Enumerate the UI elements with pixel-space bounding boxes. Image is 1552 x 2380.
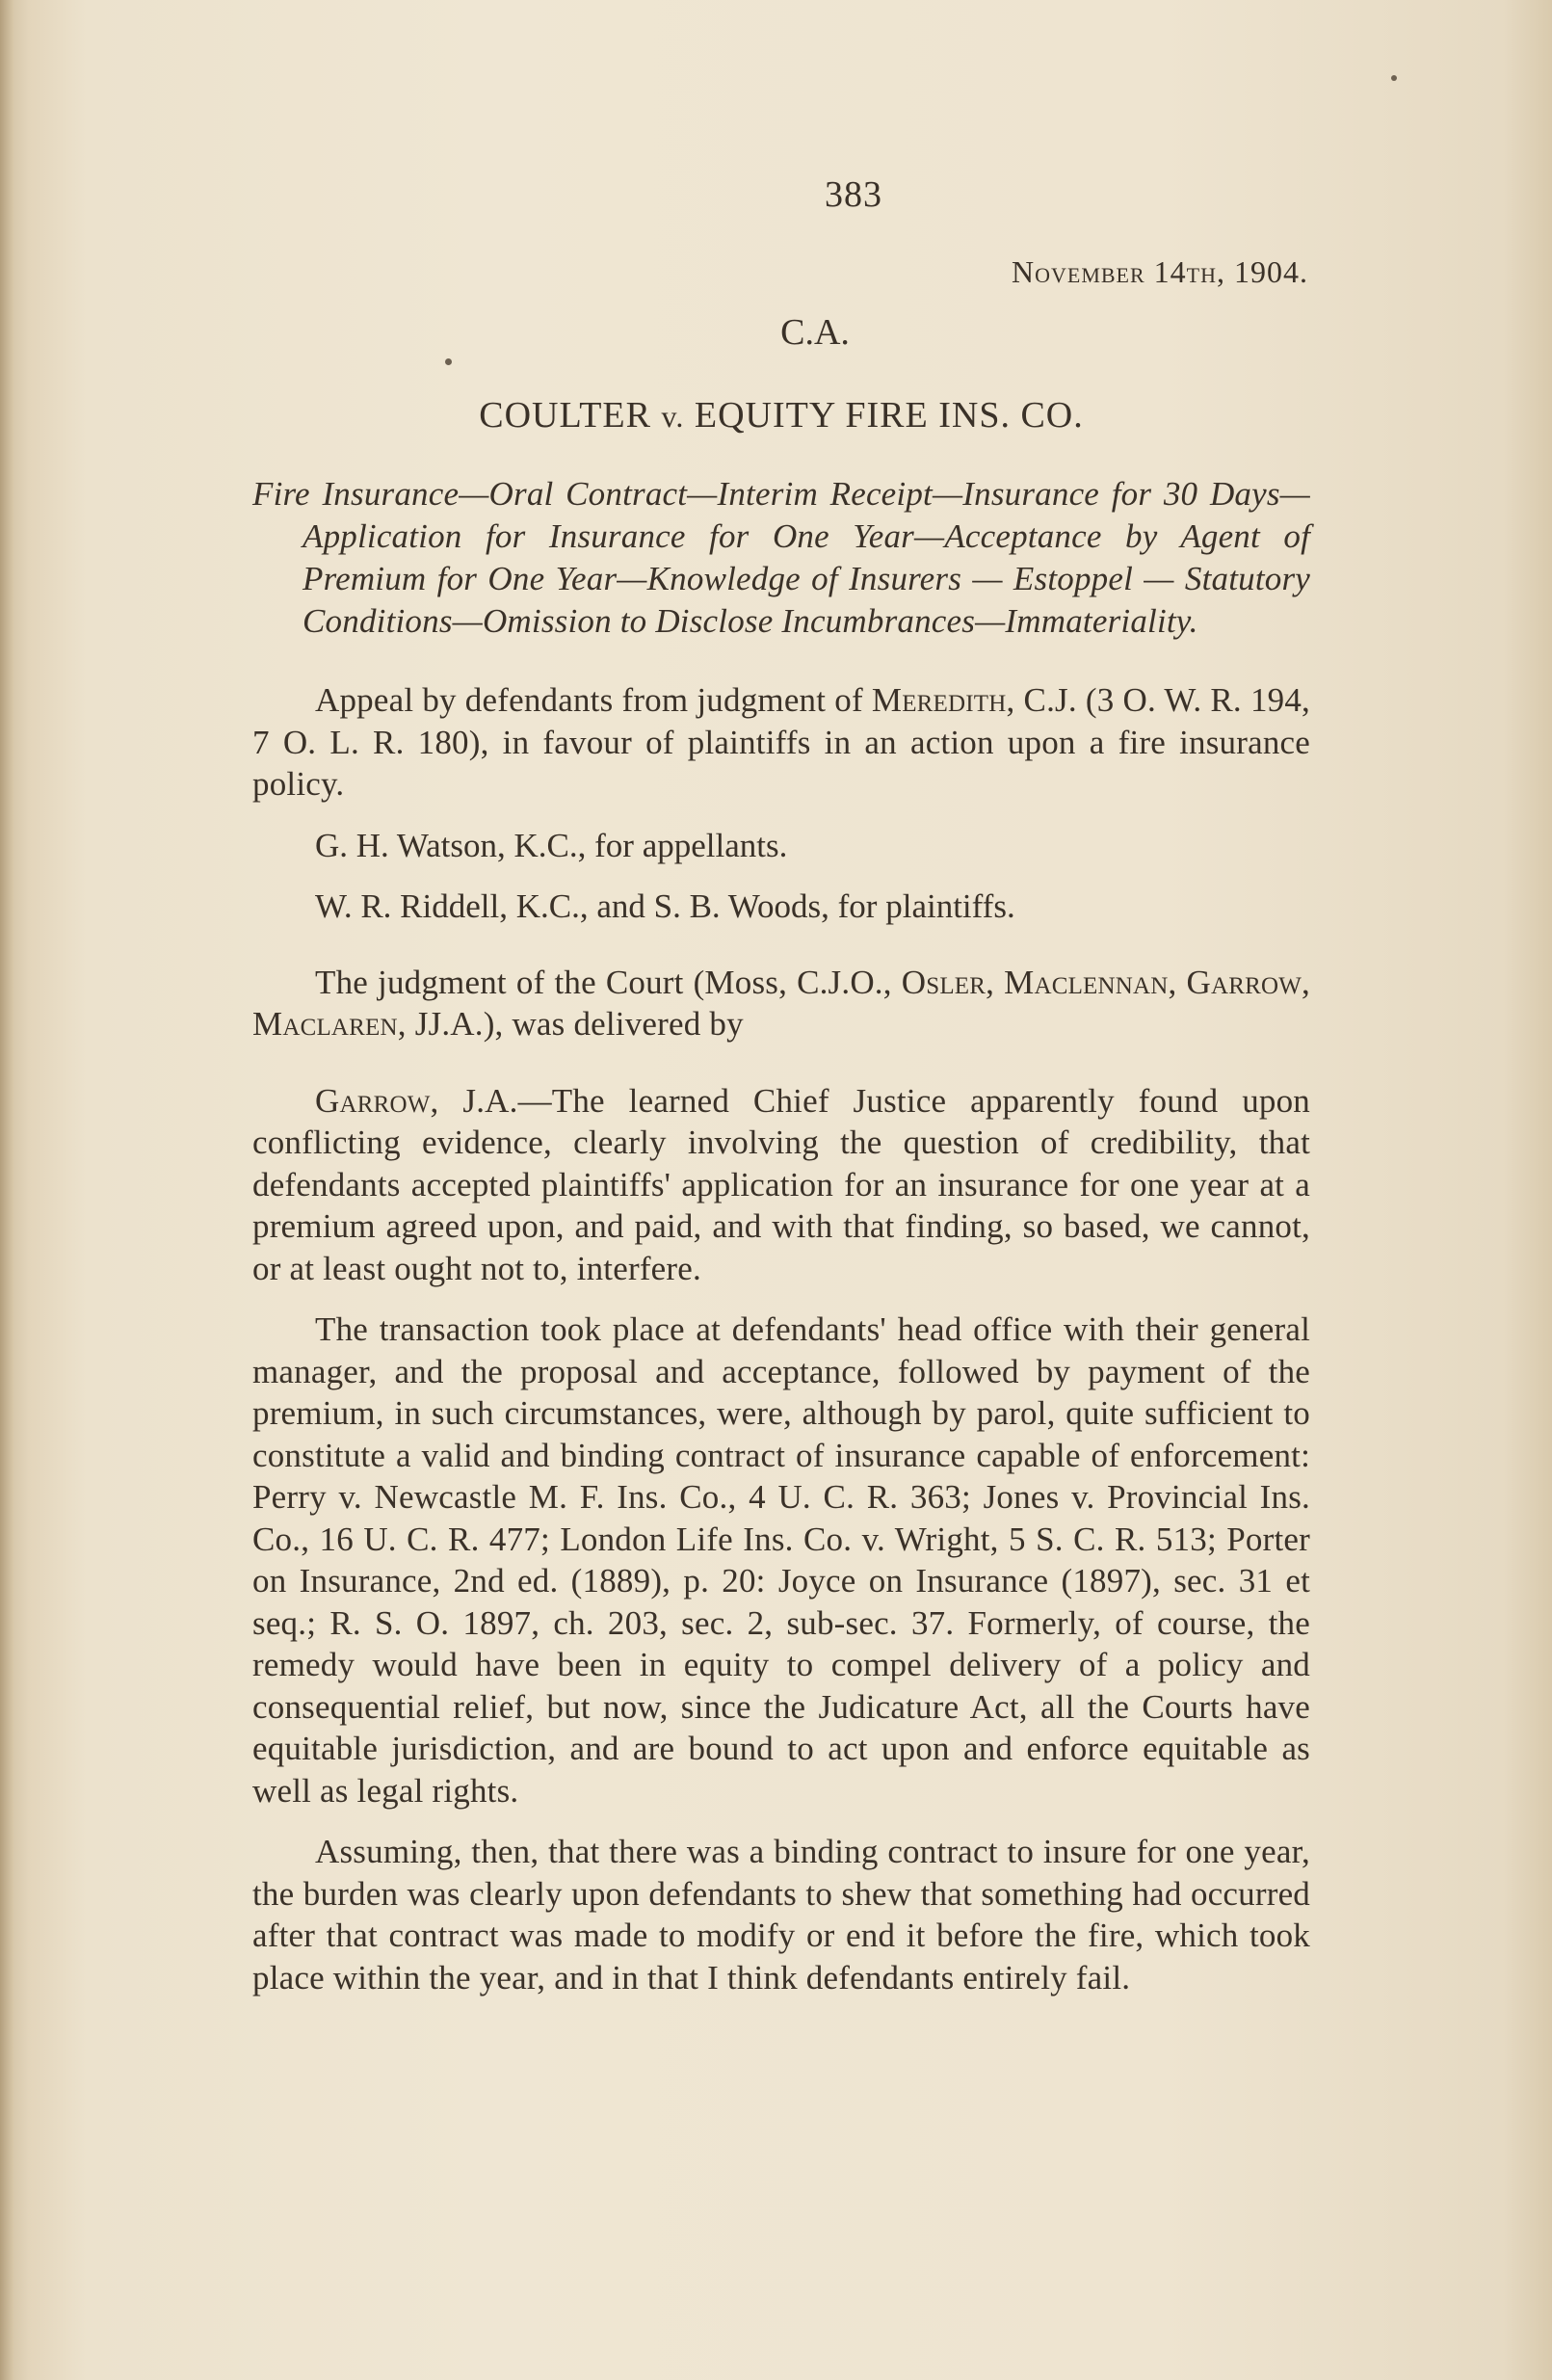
counsel-plaintiffs: W. R. Riddell, K.C., and S. B. Woods, for plaintiffs. <box>315 886 1015 925</box>
judge-maclaren: Maclaren, <box>252 1005 407 1043</box>
defendant-name: EQUITY FIRE INS. CO. <box>694 395 1084 436</box>
judge-name: Meredith, <box>871 681 1015 719</box>
appeal-paragraph <box>252 679 1310 806</box>
dateline: November 14th, 1904. <box>1012 254 1308 289</box>
judge-garrow: Garrow, <box>1186 963 1311 1001</box>
opinion-paragraph-3: Assuming, then, that there was a binding contract to insure for one year, the burden was clearly upon defendants to shew that something had occurred after that contract was made to modify or end it before the fire, which took place within the year, and in that I think defendants entirely fail. <box>252 1833 1310 1997</box>
ink-speck <box>1391 75 1397 81</box>
opinion-paragraph-1 <box>252 1080 1310 1290</box>
plaintiff-name: COULTER <box>479 395 651 436</box>
appeal-text-before: Appeal by defendants from judgment of <box>315 681 863 719</box>
judgment-intro-text: The judgment of the Court (Moss, C.J.O., <box>315 963 892 1001</box>
document-body <box>252 173 1310 2018</box>
judgment-intro <box>252 962 1310 1045</box>
judge-osler: Osler, <box>901 963 995 1001</box>
opinion-text: J.A.—The learned Chief Justice apparently found upon conflicting evidence, clearly involving the question of credibility, that defendants accepted plaintiffs' application for an insurance for one year at a premium agreed upon, and paid, and with that finding, so based, we cannot, or at least ought not to, interfere. <box>252 1081 1311 1287</box>
judgment-intro-end: JJ.A.), was delivered by <box>414 1005 744 1043</box>
book-spine-shadow <box>0 0 13 2380</box>
court-abbreviation: C.A. <box>780 312 850 353</box>
opinion-paragraph-2: The transaction took place at defendants' head office with their general manager, and the proposal and acceptance, followed by payment of the premium, in such circumstances, were, although by parol, quite sufficient to constitute a valid and binding contract of insurance capable of enforcement: Perry v. Newcastle M. F. Ins. Co., 4 U. C. R. 363; Jones v. Provincial Ins. Co., 16 U. C. R. 477; London Life Ins. Co. v. Wright, 5 S. C. R. 513; Porter on Insurance, 2nd ed. (1889), p. 20: Joyce on Insurance (1897), sec. 31 et seq.; R. S. O. 1897, ch. 203, sec. 2, sub-sec. 37. Formerly, of course, the remedy would have been in equity to compel delivery of a policy and consequential relief, but now, since the Judicature Act, all the Courts have equitable jurisdiction, and are bound to act upon and enforce equitable as well as legal rights. <box>252 1310 1310 1810</box>
appeal-text-after: C.J. (3 O. W. R. 194, 7 O. L. R. 180), in favour of plaintiffs in an action upon a fire insurance policy. <box>252 681 1311 803</box>
opinion-author: Garrow, <box>315 1081 439 1120</box>
versus: v. <box>661 399 685 434</box>
judge-maclennan: Maclennan, <box>1004 963 1177 1001</box>
counsel-appellants: G. H. Watson, K.C., for appellants. <box>315 826 788 864</box>
case-title <box>252 394 1310 436</box>
headnote: Fire Insurance—Oral Contract—Interim Receipt—Insurance for 30 Days—Application for Insurance for One Year—Acceptance by Agent of Premium for One Year—Knowledge of Insurers — Estoppel — Statutory Conditions—Omission to Disclose Incumbrances—Immateriality. <box>252 475 1310 640</box>
page-number: 383 <box>825 174 882 215</box>
